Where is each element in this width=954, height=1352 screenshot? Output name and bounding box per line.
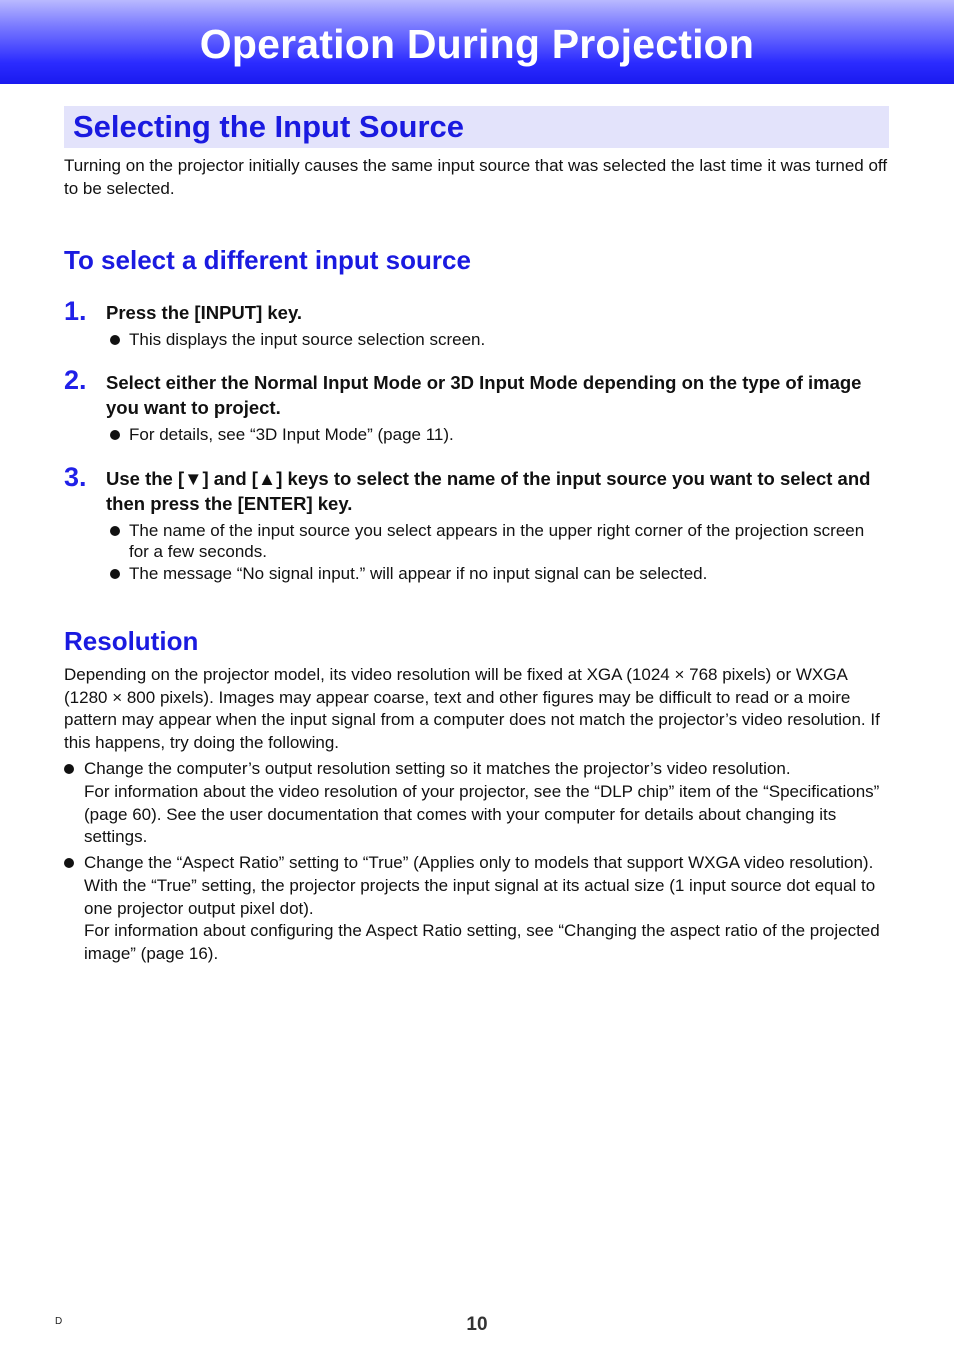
- step-3-text: Use the [▼] and [▲] keys to select the name of the input source you want to select and then press the [ENTER] key.: [106, 468, 871, 514]
- step-1-number: 1.: [64, 296, 87, 326]
- resolution-bullet-2-line3: For information about configuring the Aspect Ratio setting, see “Changing the aspect ratio of the projected image” (page 16).: [84, 921, 880, 964]
- resolution-intro: Depending on the projector model, its video resolution will be fixed at XGA (1024 × 768 pixels) or WXGA (1280 × 800 pixels). Images may appear coarse, text and other figures may be difficult to read or a moire pattern may appear when the input signal from a computer does not match the projector’s video resolution. If this happens, try doing the following.: [64, 665, 880, 752]
- select-input-heading: To select a different input source: [64, 245, 471, 275]
- section-header: [64, 106, 889, 148]
- step-2-note: [110, 425, 880, 446]
- page-title: Operation During Projection: [199, 21, 755, 67]
- footer-marker: D: [55, 1316, 63, 1327]
- step-2-note-text: For details, see “3D Input Mode” (page 11).: [129, 425, 454, 444]
- step-3-note-1: [110, 521, 880, 562]
- page-banner: [0, 0, 954, 84]
- bullet-icon: [64, 764, 74, 774]
- bullet-icon: [110, 569, 120, 579]
- bullet-icon: [110, 335, 120, 345]
- step-1-note: [110, 330, 880, 351]
- resolution-bullet-1-line1: Change the computer’s output resolution setting so it matches the projector’s video resolution.: [84, 759, 791, 778]
- bullet-icon: [64, 858, 74, 868]
- step-2-number: 2.: [64, 365, 87, 395]
- section-title: Selecting the Input Source: [73, 109, 464, 144]
- step-2-text: Select either the Normal Input Mode or 3D Input Mode depending on the type of image you want to project.: [106, 372, 862, 418]
- step-3-note-1-text: The name of the input source you select appears in the upper right corner of the projection screen for a few seconds.: [129, 521, 865, 561]
- bullet-icon: [110, 430, 120, 440]
- resolution-bullet-2-line2: With the “True” setting, the projector projects the input signal at its actual size (1 input source dot equal to one projector output pixel dot).: [84, 875, 876, 918]
- resolution-heading: Resolution: [64, 626, 199, 656]
- bullet-icon: [110, 526, 120, 536]
- resolution-bullet-2-line1: Change the “Aspect Ratio” setting to “True” (Applies only to models that support WXGA video resolution).: [84, 853, 874, 872]
- step-3-number: 3.: [64, 462, 87, 492]
- section-intro: Turning on the projector initially causes the same input source that was selected the last time it was turned off to be selected.: [64, 156, 888, 198]
- step-3-note-2: [110, 564, 880, 585]
- step-1-note-text: This displays the input source selection screen.: [129, 330, 486, 349]
- step-1-text: Press the [INPUT] key.: [106, 302, 303, 323]
- step-3-note-2-text: The message “No signal input.” will appear if no input signal can be selected.: [129, 564, 708, 583]
- resolution-bullet-2: [64, 852, 894, 966]
- resolution-bullet-1: [64, 758, 894, 849]
- resolution-bullet-1-line2: For information about the video resolution of your projector, see the “DLP chip” item of the “Specifications” (page 60). See the user documentation that comes with your computer for details about changing its settings.: [84, 781, 880, 847]
- page-number: 10: [466, 1314, 488, 1335]
